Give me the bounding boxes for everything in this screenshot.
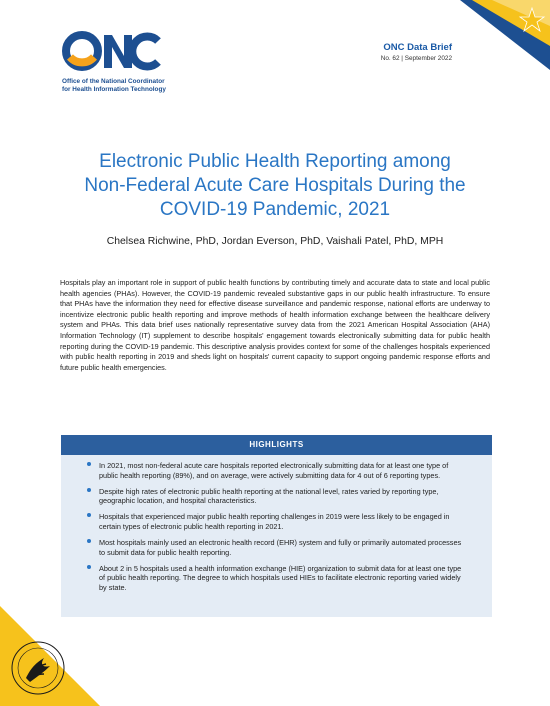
onc-logo-mark <box>62 30 162 72</box>
bullet-icon <box>87 488 91 492</box>
onc-logo-subtitle <box>62 78 202 94</box>
highlight-item <box>99 538 466 557</box>
logo-subtitle-line1: Office of the National Coordinator <box>62 78 165 85</box>
brief-issue: No. 62 | September 2022 <box>380 55 452 62</box>
highlights-box <box>61 435 492 617</box>
logo-subtitle-line2: for Health Information Technology <box>62 86 166 93</box>
brief-title: ONC Data Brief <box>383 42 452 53</box>
highlight-item <box>99 512 466 531</box>
title-line: Electronic Public Health Reporting among <box>99 151 451 172</box>
highlight-text: Most hospitals mainly used an electronic health record (EHR) system and fully or primarily automated processes to submit data for public health reporting. <box>99 538 462 557</box>
highlight-text: About 2 in 5 hospitals used a health information exchange (HIE) organization to submit data for at least one type of public health reporting. The degree to which hospitals used HIEs to facilitate electronic reporting varied widely by state. <box>99 563 462 592</box>
bullet-icon <box>87 513 91 517</box>
hhs-seal-corner <box>0 586 120 706</box>
highlight-item <box>99 461 466 480</box>
corner-star-decoration <box>440 0 550 70</box>
document-title <box>40 150 510 222</box>
highlight-text: Despite high rates of electronic public health reporting at the national level, rates varied by reporting type, geographic location, and hospital characteristics. <box>99 486 439 506</box>
bullet-icon <box>87 565 91 569</box>
title-line: COVID-19 Pandemic, 2021 <box>159 199 391 220</box>
bullet-icon <box>87 462 91 466</box>
data-brief-label <box>381 42 452 64</box>
onc-logo <box>62 30 222 100</box>
title-line: Non-Federal Acute Care Hospitals During the <box>84 175 466 196</box>
authors: Chelsea Richwine, PhD, Jordan Everson, PhD, Vaishali Patel, PhD, MPH <box>106 236 444 247</box>
highlight-text: In 2021, most non-federal acute care hospitals reported electronically submitting data for at least one type of public health reporting (89%), and on average, were actively submitting data for 4 out of 6 reporting types. <box>99 461 449 480</box>
highlights-list <box>61 455 492 593</box>
bullet-icon <box>87 539 91 543</box>
highlight-item <box>99 487 466 506</box>
highlight-item <box>99 564 466 593</box>
highlight-text: Hospitals that experienced major public health reporting challenges in 2019 were less likely to be engaged in certain types of electronic public health reporting in 2021. <box>99 512 450 531</box>
highlights-heading: HIGHLIGHTS <box>61 435 492 455</box>
intro-paragraph: Hospitals play an important role in support of public health functions by contributing timely and accurate data to state and local public health agencies (PHAs). However, the COVID-19 pandemic revealed substantive gaps in our public health infrastructure. To ensure that PHAs have the information they need for effective disease surveillance and pandemic response, national efforts are underway to incentivize electronic public health reporting and improve methods of health information exchange between the healthcare delivery system and PHAs. This data brief uses nationally representative survey data from the 2021 American Hospital Association (AHA) Information Technology (IT) supplement to describe hospitals' engagement towards electronically submitting data for public health reporting during the COVID-19 pandemic. This descriptive analysis provides context for some of the challenges hospitals experienced with public health reporting in 2019 and sheds light on hospitals' current capacity to support ongoing pandemic response efforts and future public health emergencies. <box>60 278 490 372</box>
